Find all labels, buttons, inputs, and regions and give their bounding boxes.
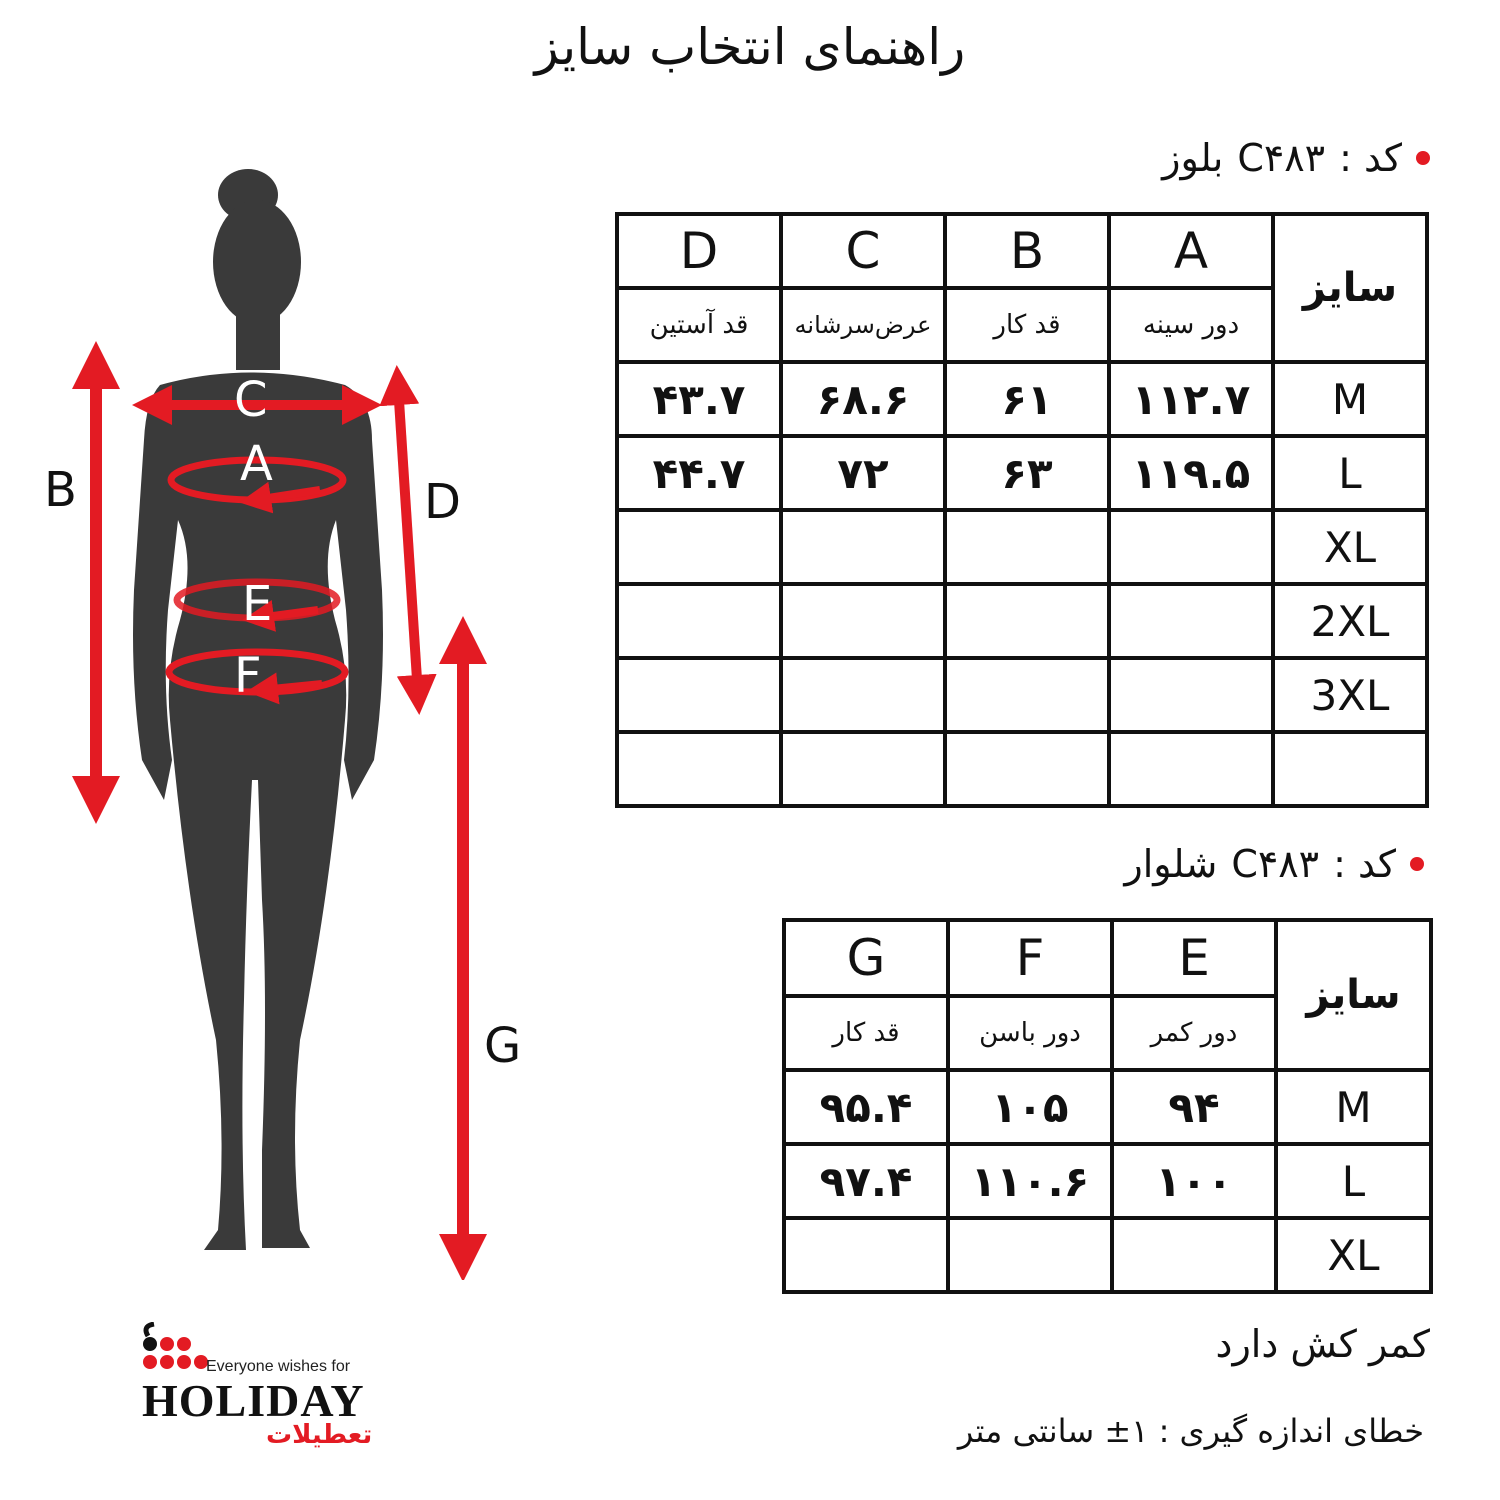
cell-value	[945, 584, 1109, 658]
body-figure	[0, 150, 560, 1280]
cell-value	[1112, 1218, 1276, 1292]
cell-value: ۴۳.۷	[617, 362, 781, 436]
table-row	[617, 658, 1427, 732]
cell-value	[781, 584, 945, 658]
arrow-d	[398, 385, 418, 695]
label-b: B	[44, 462, 77, 518]
pants-size-table	[782, 918, 1433, 1294]
measurement-error-note: خطای اندازه گیری : ۱± سانتی متر	[957, 1412, 1424, 1450]
col-letter-g: G	[784, 920, 948, 996]
logo-tagline: Everyone wishes for	[206, 1358, 351, 1375]
label-e: E	[242, 576, 273, 632]
label-a: A	[240, 436, 273, 492]
cell-value	[1109, 732, 1273, 806]
table-row	[617, 584, 1427, 658]
col-measure-d: قد آستین	[617, 288, 781, 362]
size-header: سایز	[1273, 214, 1427, 362]
cell-size: M	[1273, 362, 1427, 436]
size-header: سایز	[1276, 920, 1431, 1070]
cell-value	[945, 510, 1109, 584]
col-measure-c: عرض‌سرشانه	[781, 288, 945, 362]
table-row	[784, 1144, 1431, 1218]
elastic-waist-note: کمر کش دارد	[1215, 1322, 1430, 1366]
blouse-code-label: کد :	[1339, 136, 1402, 180]
col-letter-e: E	[1112, 920, 1276, 996]
cell-value: ۹۷.۴	[784, 1144, 948, 1218]
pants-code: C۴۸۳	[1231, 842, 1320, 886]
col-measure-g: قد کار	[784, 996, 948, 1070]
col-letter-f: F	[948, 920, 1112, 996]
cell-size: M	[1276, 1070, 1431, 1144]
cell-value: ۱۰۰	[1112, 1144, 1276, 1218]
blouse-heading	[1162, 136, 1430, 180]
logo-dots-icon	[140, 1322, 210, 1372]
cell-value	[617, 510, 781, 584]
blouse-code: C۴۸۳	[1237, 136, 1326, 180]
bullet-dot	[1416, 151, 1430, 165]
holiday-logo	[140, 1322, 390, 1462]
table-row	[617, 362, 1427, 436]
blouse-size-table	[615, 212, 1429, 808]
blouse-product: بلوز	[1162, 136, 1224, 180]
logo-brand-fa: تعطیلات	[266, 1420, 373, 1450]
col-measure-f: دور باسن	[948, 996, 1112, 1070]
cell-value	[945, 658, 1109, 732]
cell-value: ۶۸.۶	[781, 362, 945, 436]
cell-size: L	[1273, 436, 1427, 510]
page-title: راهنمای انتخاب سایز	[534, 18, 966, 76]
cell-value	[1109, 584, 1273, 658]
label-d: D	[424, 474, 461, 530]
cell-value	[781, 510, 945, 584]
table-row	[784, 1218, 1431, 1292]
cell-value	[781, 732, 945, 806]
cell-value	[617, 732, 781, 806]
cell-value	[945, 732, 1109, 806]
label-c: C	[234, 372, 268, 428]
cell-value	[781, 658, 945, 732]
table-row	[617, 510, 1427, 584]
col-letter-a: A	[1109, 214, 1273, 288]
cell-value: ۶۳	[945, 436, 1109, 510]
bullet-dot	[1410, 857, 1424, 871]
cell-value	[948, 1218, 1112, 1292]
label-g: G	[484, 1018, 522, 1074]
table-row	[617, 436, 1427, 510]
cell-size: 3XL	[1273, 658, 1427, 732]
cell-value	[617, 584, 781, 658]
cell-value: ۹۵.۴	[784, 1070, 948, 1144]
col-letter-b: B	[945, 214, 1109, 288]
cell-value: ۴۴.۷	[617, 436, 781, 510]
col-letter-d: D	[617, 214, 781, 288]
cell-size: 2XL	[1273, 584, 1427, 658]
cell-value: ۹۴	[1112, 1070, 1276, 1144]
cell-size	[1273, 732, 1427, 806]
cell-value: ۱۰۵	[948, 1070, 1112, 1144]
cell-value	[1109, 658, 1273, 732]
cell-size: XL	[1276, 1218, 1431, 1292]
table-row	[784, 1070, 1431, 1144]
col-measure-e: دور کمر	[1112, 996, 1276, 1070]
col-measure-a: دور سینه	[1109, 288, 1273, 362]
cell-value	[617, 658, 781, 732]
col-measure-b: قد کار	[945, 288, 1109, 362]
cell-size: L	[1276, 1144, 1431, 1218]
cell-size: XL	[1273, 510, 1427, 584]
pants-heading	[1124, 842, 1424, 886]
cell-value: ۷۲	[781, 436, 945, 510]
pants-product: شلوار	[1124, 842, 1218, 886]
col-letter-c: C	[781, 214, 945, 288]
logo-brand: HOLIDAY	[142, 1375, 365, 1426]
cell-value: ۱۱۲.۷	[1109, 362, 1273, 436]
cell-value: ۱۱۹.۵	[1109, 436, 1273, 510]
cell-value	[1109, 510, 1273, 584]
silhouette	[133, 169, 383, 1250]
cell-value: ۱۱۰.۶	[948, 1144, 1112, 1218]
pants-code-label: کد :	[1333, 842, 1396, 886]
label-f: F	[234, 648, 262, 704]
cell-value: ۶۱	[945, 362, 1109, 436]
table-row	[617, 732, 1427, 806]
cell-value	[784, 1218, 948, 1292]
